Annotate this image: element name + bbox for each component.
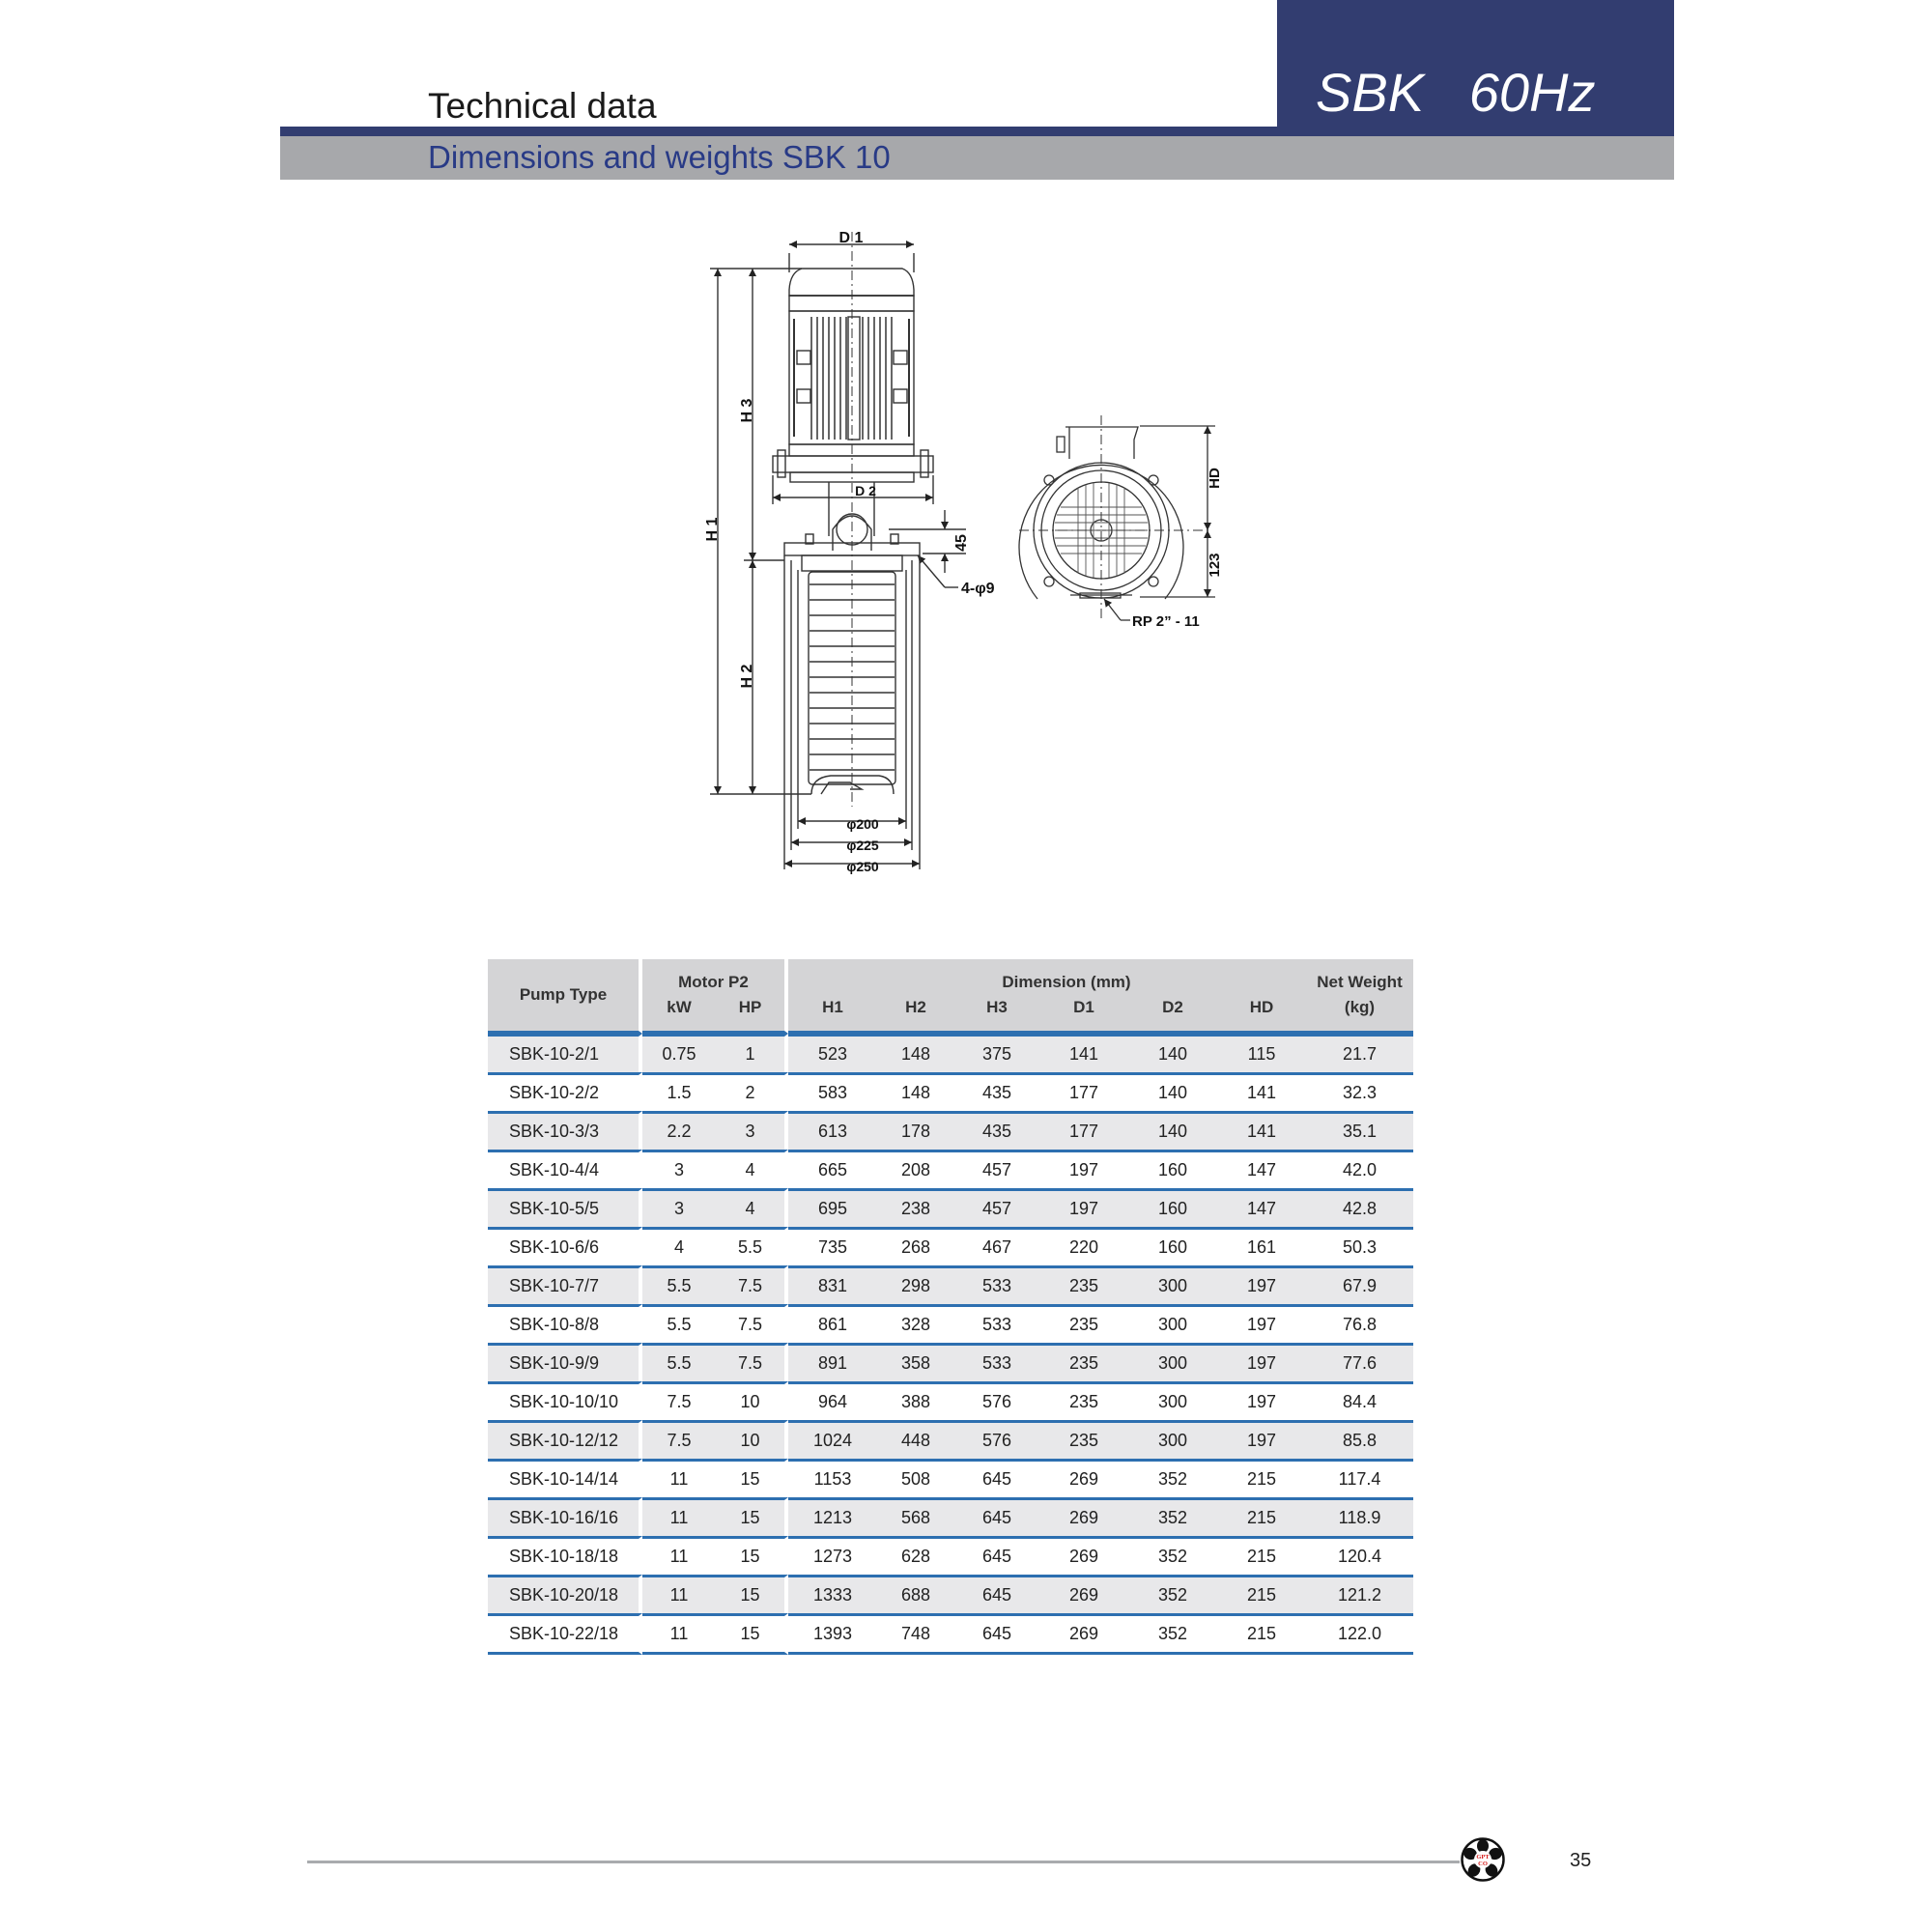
cell-d2: 300 [1128, 1265, 1217, 1304]
cell-kw: 7.5 [642, 1381, 716, 1420]
cell-h2: 448 [877, 1420, 954, 1459]
table-row [488, 1072, 1413, 1111]
cell-d2: 160 [1128, 1188, 1217, 1227]
cell-hp: 4 [716, 1188, 788, 1227]
cell-d1: 197 [1039, 1150, 1128, 1188]
table-header-row-1 [488, 959, 1413, 994]
cell-weight: 120.4 [1306, 1536, 1413, 1575]
label-d1: D 1 [838, 230, 864, 246]
cell-hd: 115 [1217, 1034, 1306, 1072]
cell-hd: 147 [1217, 1188, 1306, 1227]
cell-h3: 533 [954, 1265, 1039, 1304]
cell-h2: 628 [877, 1536, 954, 1575]
cell-hp: 1 [716, 1034, 788, 1072]
cell-d1: 220 [1039, 1227, 1128, 1265]
cell-h2: 328 [877, 1304, 954, 1343]
cell-h1: 964 [788, 1381, 877, 1420]
cell-type: SBK-10-14/14 [488, 1459, 642, 1497]
cell-h3: 645 [954, 1575, 1039, 1613]
cell-h2: 568 [877, 1497, 954, 1536]
cell-h1: 613 [788, 1111, 877, 1150]
header-hp: HP [716, 994, 788, 1034]
page-number: 35 [1570, 1850, 1592, 1871]
footer-rule [307, 1861, 1460, 1863]
cell-d1: 235 [1039, 1381, 1128, 1420]
table-row [488, 1304, 1413, 1343]
header-h2: H2 [877, 994, 954, 1034]
section-title: Technical data [428, 86, 657, 126]
cell-d1: 269 [1039, 1536, 1128, 1575]
cell-weight: 85.8 [1306, 1420, 1413, 1459]
cell-hp: 7.5 [716, 1343, 788, 1381]
cell-h2: 238 [877, 1188, 954, 1227]
cell-h1: 1213 [788, 1497, 877, 1536]
cell-type: SBK-10-3/3 [488, 1111, 642, 1150]
cell-h3: 435 [954, 1111, 1039, 1150]
cell-kw: 3 [642, 1150, 716, 1188]
cell-d1: 141 [1039, 1034, 1128, 1072]
cell-d1: 269 [1039, 1497, 1128, 1536]
cell-h3: 457 [954, 1150, 1039, 1188]
cell-kw: 11 [642, 1613, 716, 1655]
cell-kw: 0.75 [642, 1034, 716, 1072]
cell-h1: 1153 [788, 1459, 877, 1497]
cell-hp: 15 [716, 1613, 788, 1655]
cell-h3: 645 [954, 1613, 1039, 1655]
cell-hd: 215 [1217, 1613, 1306, 1655]
cell-hd: 215 [1217, 1575, 1306, 1613]
company-logo [1461, 1837, 1505, 1882]
cell-weight: 67.9 [1306, 1265, 1413, 1304]
cell-hp: 15 [716, 1459, 788, 1497]
cell-hp: 7.5 [716, 1304, 788, 1343]
cell-hp: 15 [716, 1497, 788, 1536]
cell-d1: 269 [1039, 1459, 1128, 1497]
cell-kw: 5.5 [642, 1304, 716, 1343]
front-view [710, 232, 966, 869]
table-row [488, 1188, 1413, 1227]
front-view-labels [704, 230, 995, 874]
cell-type: SBK-10-18/18 [488, 1536, 642, 1575]
cell-hp: 15 [716, 1575, 788, 1613]
header-h3: H3 [954, 994, 1039, 1034]
table-row [488, 1343, 1413, 1381]
cell-weight: 42.0 [1306, 1150, 1413, 1188]
cell-hd: 197 [1217, 1304, 1306, 1343]
label-123: 123 [1207, 553, 1223, 578]
cell-h3: 435 [954, 1072, 1039, 1111]
cell-h2: 148 [877, 1072, 954, 1111]
cell-weight: 117.4 [1306, 1459, 1413, 1497]
cell-weight: 118.9 [1306, 1497, 1413, 1536]
cell-h3: 533 [954, 1304, 1039, 1343]
cell-kw: 11 [642, 1497, 716, 1536]
cell-type: SBK-10-2/2 [488, 1072, 642, 1111]
cell-h2: 298 [877, 1265, 954, 1304]
cell-kw: 11 [642, 1459, 716, 1497]
cell-h3: 467 [954, 1227, 1039, 1265]
table-row [488, 1536, 1413, 1575]
table-row [488, 1111, 1413, 1150]
cell-kw: 3 [642, 1188, 716, 1227]
cell-h2: 178 [877, 1111, 954, 1150]
table-row [488, 1459, 1413, 1497]
cell-type: SBK-10-10/10 [488, 1381, 642, 1420]
cell-weight: 84.4 [1306, 1381, 1413, 1420]
cell-d2: 352 [1128, 1459, 1217, 1497]
cell-d2: 140 [1128, 1072, 1217, 1111]
cell-h3: 645 [954, 1536, 1039, 1575]
cell-d1: 235 [1039, 1304, 1128, 1343]
cell-kw: 5.5 [642, 1265, 716, 1304]
label-dia-200: φ200 [846, 816, 879, 832]
cell-weight: 77.6 [1306, 1343, 1413, 1381]
cell-type: SBK-10-2/1 [488, 1034, 642, 1072]
table-row [488, 1420, 1413, 1459]
table-row [488, 1613, 1413, 1655]
cell-h1: 1024 [788, 1420, 877, 1459]
label-holes: 4-φ9 [961, 581, 995, 597]
cell-hp: 5.5 [716, 1227, 788, 1265]
cell-d2: 352 [1128, 1536, 1217, 1575]
dimensions-table [488, 959, 1413, 1655]
cell-hd: 215 [1217, 1497, 1306, 1536]
cell-d1: 235 [1039, 1343, 1128, 1381]
cell-d2: 300 [1128, 1420, 1217, 1459]
cell-hp: 3 [716, 1111, 788, 1150]
cell-type: SBK-10-9/9 [488, 1343, 642, 1381]
cell-d1: 197 [1039, 1188, 1128, 1227]
cell-d2: 300 [1128, 1343, 1217, 1381]
cell-kw: 11 [642, 1536, 716, 1575]
cell-kw: 5.5 [642, 1343, 716, 1381]
cell-h1: 1333 [788, 1575, 877, 1613]
cell-h2: 508 [877, 1459, 954, 1497]
label-h2: H 2 [739, 664, 755, 689]
cell-h3: 375 [954, 1034, 1039, 1072]
table-row [488, 1497, 1413, 1536]
label-hd: HD [1207, 468, 1223, 489]
cell-d2: 352 [1128, 1575, 1217, 1613]
label-dia-250: φ250 [846, 859, 879, 874]
cell-weight: 21.7 [1306, 1034, 1413, 1072]
cell-hd: 197 [1217, 1265, 1306, 1304]
cell-hp: 15 [716, 1536, 788, 1575]
label-dia-225: φ225 [846, 838, 879, 853]
cell-type: SBK-10-4/4 [488, 1150, 642, 1188]
table-row [488, 1034, 1413, 1072]
cell-hd: 141 [1217, 1111, 1306, 1150]
cell-hp: 10 [716, 1381, 788, 1420]
page-subtitle: Dimensions and weights SBK 10 [428, 139, 891, 175]
cell-d2: 140 [1128, 1111, 1217, 1150]
series-label: SBK 60Hz [1316, 62, 1596, 123]
cell-type: SBK-10-16/16 [488, 1497, 642, 1536]
cell-kw: 11 [642, 1575, 716, 1613]
cell-h1: 1393 [788, 1613, 877, 1655]
cell-weight: 35.1 [1306, 1111, 1413, 1150]
cell-hp: 2 [716, 1072, 788, 1111]
cell-h1: 583 [788, 1072, 877, 1111]
cell-d2: 300 [1128, 1304, 1217, 1343]
cell-weight: 122.0 [1306, 1613, 1413, 1655]
cell-h3: 576 [954, 1420, 1039, 1459]
cell-h1: 735 [788, 1227, 877, 1265]
cell-hd: 161 [1217, 1227, 1306, 1265]
header-dimension: Dimension (mm) [788, 959, 1306, 994]
header-motor: Motor P2 [642, 959, 788, 994]
cell-weight: 32.3 [1306, 1072, 1413, 1111]
cell-type: SBK-10-5/5 [488, 1188, 642, 1227]
cell-d2: 160 [1128, 1227, 1217, 1265]
cell-h3: 533 [954, 1343, 1039, 1381]
cell-d2: 160 [1128, 1150, 1217, 1188]
cell-d2: 352 [1128, 1613, 1217, 1655]
cell-d1: 177 [1039, 1111, 1128, 1150]
cell-h2: 688 [877, 1575, 954, 1613]
cell-kw: 7.5 [642, 1420, 716, 1459]
cell-hd: 215 [1217, 1536, 1306, 1575]
technical-drawing [0, 0, 1932, 927]
cell-h3: 645 [954, 1497, 1039, 1536]
cell-hp: 7.5 [716, 1265, 788, 1304]
cell-h1: 891 [788, 1343, 877, 1381]
cell-h1: 523 [788, 1034, 877, 1072]
header-hd: HD [1217, 994, 1306, 1034]
cell-d1: 269 [1039, 1575, 1128, 1613]
cell-weight: 121.2 [1306, 1575, 1413, 1613]
header-d2: D2 [1128, 994, 1217, 1034]
header-d1: D1 [1039, 994, 1128, 1034]
cell-h3: 457 [954, 1188, 1039, 1227]
cell-weight: 76.8 [1306, 1304, 1413, 1343]
cell-weight: 50.3 [1306, 1227, 1413, 1265]
cell-h2: 268 [877, 1227, 954, 1265]
cell-hd: 147 [1217, 1150, 1306, 1188]
cell-kw: 2.2 [642, 1111, 716, 1150]
cell-hd: 197 [1217, 1381, 1306, 1420]
header-kw: kW [642, 994, 716, 1034]
cell-h1: 1273 [788, 1536, 877, 1575]
cell-h2: 358 [877, 1343, 954, 1381]
cell-hd: 141 [1217, 1072, 1306, 1111]
cell-h1: 831 [788, 1265, 877, 1304]
header-pump-type: Pump Type [488, 959, 642, 1034]
header-kg: (kg) [1306, 994, 1413, 1034]
cell-type: SBK-10-20/18 [488, 1575, 642, 1613]
cell-d1: 269 [1039, 1613, 1128, 1655]
cell-d1: 235 [1039, 1265, 1128, 1304]
table-row [488, 1381, 1413, 1420]
label-h3: H 3 [739, 398, 755, 423]
header-net-weight: Net Weight [1306, 959, 1413, 994]
label-45: 45 [953, 534, 970, 552]
cell-weight: 42.8 [1306, 1188, 1413, 1227]
cell-h2: 148 [877, 1034, 954, 1072]
cell-kw: 1.5 [642, 1072, 716, 1111]
cell-d1: 235 [1039, 1420, 1128, 1459]
logo-text-1: GPT [1476, 1854, 1490, 1861]
table-row [488, 1265, 1413, 1304]
cell-h1: 665 [788, 1150, 877, 1188]
cell-h2: 748 [877, 1613, 954, 1655]
cell-d1: 177 [1039, 1072, 1128, 1111]
cell-h3: 576 [954, 1381, 1039, 1420]
cell-type: SBK-10-6/6 [488, 1227, 642, 1265]
cell-hd: 215 [1217, 1459, 1306, 1497]
cell-h1: 861 [788, 1304, 877, 1343]
cell-hp: 10 [716, 1420, 788, 1459]
cell-h1: 695 [788, 1188, 877, 1227]
label-outlet: RP 2” - 11 [1132, 613, 1200, 630]
header-h1: H1 [788, 994, 877, 1034]
cell-h2: 388 [877, 1381, 954, 1420]
table-row [488, 1227, 1413, 1265]
cell-type: SBK-10-8/8 [488, 1304, 642, 1343]
cell-d2: 140 [1128, 1034, 1217, 1072]
logo-text-2: CO [1478, 1861, 1488, 1867]
cell-d2: 300 [1128, 1381, 1217, 1420]
label-h1: H 1 [704, 517, 721, 542]
cell-type: SBK-10-7/7 [488, 1265, 642, 1304]
cell-hd: 197 [1217, 1420, 1306, 1459]
side-view [1019, 415, 1215, 620]
table-row [488, 1575, 1413, 1613]
table-row [488, 1150, 1413, 1188]
cell-h2: 208 [877, 1150, 954, 1188]
cell-hp: 4 [716, 1150, 788, 1188]
cell-d2: 352 [1128, 1497, 1217, 1536]
cell-type: SBK-10-12/12 [488, 1420, 642, 1459]
cell-kw: 4 [642, 1227, 716, 1265]
cell-h3: 645 [954, 1459, 1039, 1497]
cell-hd: 197 [1217, 1343, 1306, 1381]
cell-type: SBK-10-22/18 [488, 1613, 642, 1655]
label-d2: D 2 [855, 483, 876, 498]
